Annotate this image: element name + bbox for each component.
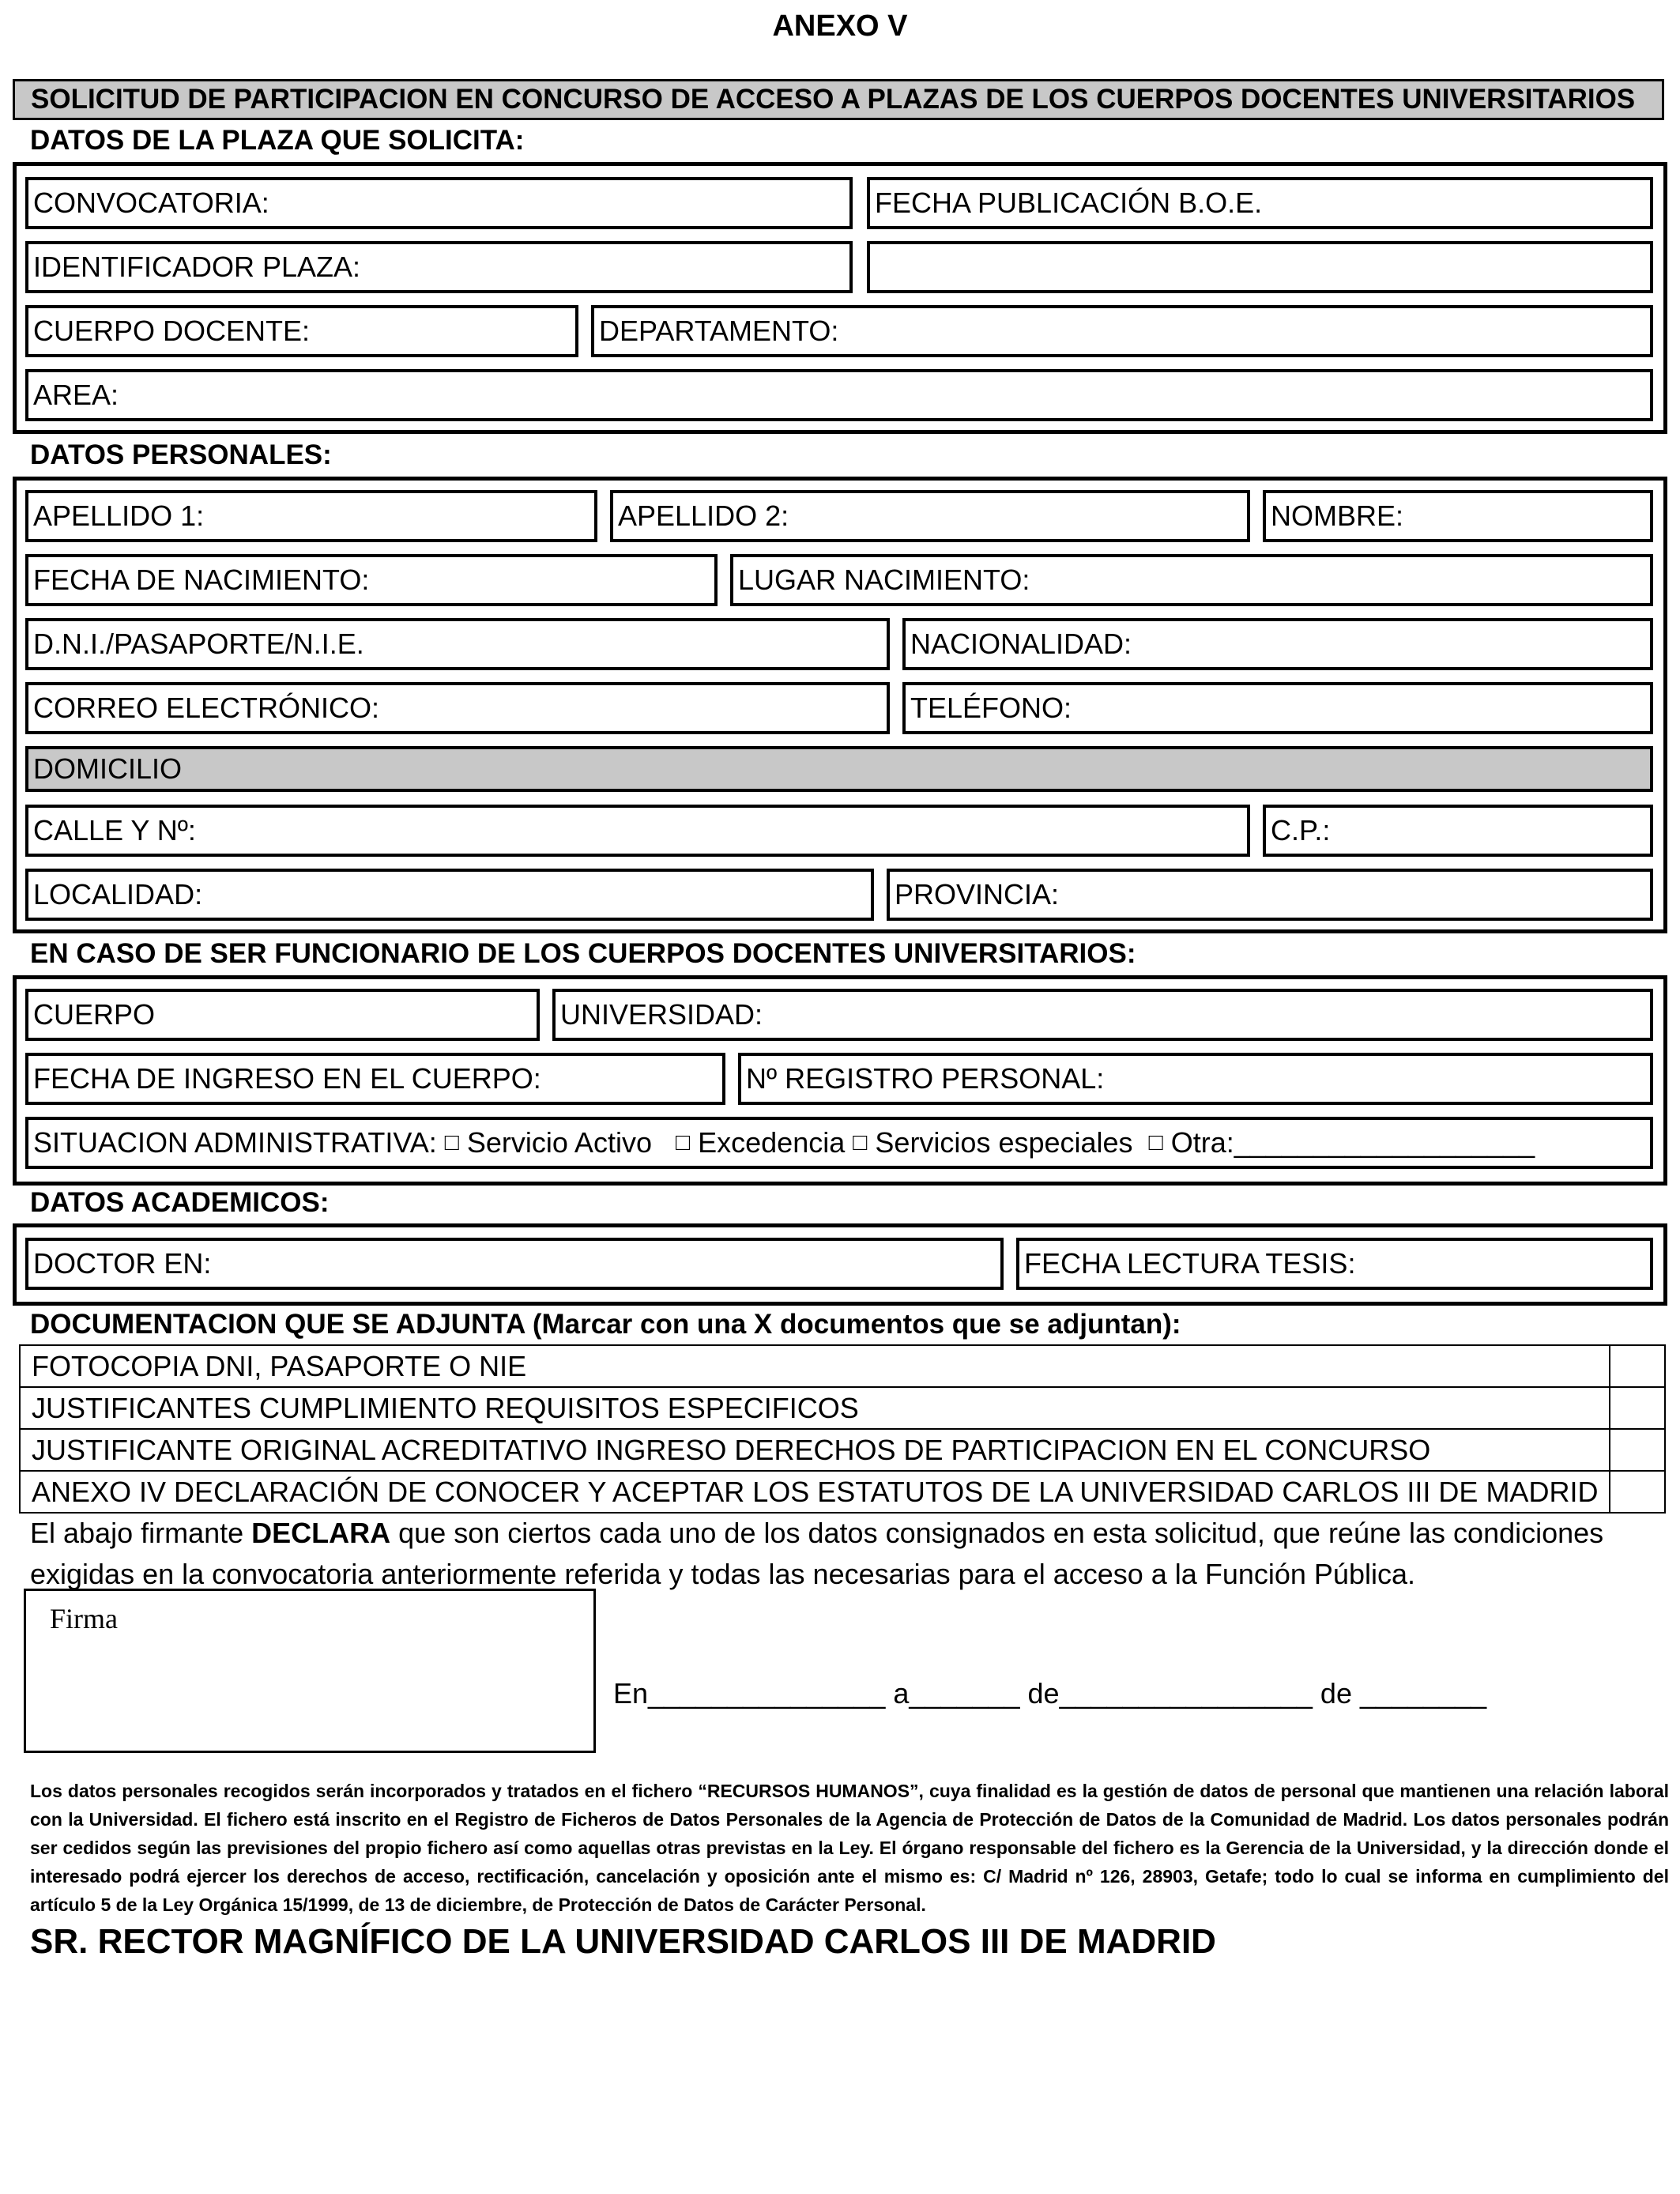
table-row: [20, 1429, 1665, 1471]
apellido1-field[interactable]: APELLIDO 1:: [25, 490, 597, 542]
option-excedencia: Excedencia: [698, 1126, 846, 1159]
fecha-boe-field[interactable]: FECHA PUBLICACIÓN B.O.E.: [867, 177, 1653, 229]
doctor-en-field[interactable]: DOCTOR EN:: [25, 1238, 1004, 1290]
cuerpo-field[interactable]: CUERPO: [25, 989, 540, 1041]
provincia-field[interactable]: PROVINCIA:: [887, 869, 1653, 921]
convocatoria-field[interactable]: CONVOCATORIA:: [25, 177, 853, 229]
page-title: ANEXO V: [772, 9, 908, 43]
firma-label: Firma: [50, 1603, 118, 1634]
cuerpo-docente-field[interactable]: CUERPO DOCENTE:: [25, 305, 578, 357]
universidad-field[interactable]: UNIVERSIDAD:: [552, 989, 1653, 1041]
documentacion-heading: DOCUMENTACION QUE SE ADJUNTA (Marcar con una X documentos que se adjuntan):: [30, 1309, 1181, 1340]
addressee: SR. RECTOR MAGNÍFICO DE LA UNIVERSIDAD CARLOS III DE MADRID: [30, 1922, 1216, 1961]
option-servicio-activo: Servicio Activo: [466, 1126, 652, 1159]
nacionalidad-field[interactable]: NACIONALIDAD:: [902, 618, 1653, 670]
option-servicios-especiales: Servicios especiales: [875, 1126, 1133, 1159]
telefono-field[interactable]: TELÉFONO:: [902, 682, 1653, 734]
firma-box[interactable]: [24, 1589, 596, 1753]
blank-field[interactable]: [867, 241, 1653, 293]
registro-personal-field[interactable]: Nº REGISTRO PERSONAL:: [738, 1053, 1653, 1105]
situacion-administrativa-row: [25, 1117, 1653, 1169]
declaracion-suffix: que son ciertos cada uno de los datos consignados en esta solicitud, que reúne las condiciones exigidas en la convocatoria anteriormente referida y todas las necesarias para el acceso a la Función Pública.: [30, 1517, 1604, 1590]
academicos-heading: DATOS ACADEMICOS:: [30, 1187, 330, 1218]
declaracion-prefix: El abajo firmante: [30, 1517, 252, 1549]
plaza-heading: DATOS DE LA PLAZA QUE SOLICITA:: [30, 125, 525, 156]
lugar-nacimiento-field[interactable]: LUGAR NACIMIENTO:: [730, 554, 1653, 606]
domicilio-header: DOMICILIO: [25, 746, 1653, 792]
apellido2-field[interactable]: APELLIDO 2:: [610, 490, 1250, 542]
checkbox-otra[interactable]: □: [1148, 1129, 1163, 1155]
table-row: [20, 1387, 1665, 1429]
doc-checkbox[interactable]: [1610, 1345, 1665, 1387]
localidad-field[interactable]: LOCALIDAD:: [25, 869, 874, 921]
cp-field[interactable]: C.P.:: [1263, 805, 1653, 857]
checkbox-excedencia[interactable]: □: [675, 1129, 691, 1155]
fecha-lugar-line[interactable]: En_______________ a_______ de________________ de ________: [613, 1677, 1487, 1710]
doc-item-label: FOTOCOPIA DNI, PASAPORTE O NIE: [20, 1345, 1610, 1387]
checkbox-servicios-especiales[interactable]: □: [853, 1129, 868, 1155]
doc-item-label: ANEXO IV DECLARACIÓN DE CONOCER Y ACEPTAR LOS ESTATUTOS DE LA UNIVERSIDAD CARLOS III DE MADRID: [20, 1471, 1610, 1513]
doc-checkbox[interactable]: [1610, 1471, 1665, 1513]
documentacion-table: [19, 1344, 1666, 1514]
table-row: [20, 1471, 1665, 1513]
doc-checkbox[interactable]: [1610, 1387, 1665, 1429]
calle-field[interactable]: CALLE Y Nº:: [25, 805, 1250, 857]
nombre-field[interactable]: NOMBRE:: [1263, 490, 1653, 542]
legal-notice: Los datos personales recogidos serán incorporados y tratados en el fichero “RECURSOS HUMANOS”, cuya finalidad es la gestión de datos de personal que mantienen una relación laboral con la Universidad. El fichero está inscrito en el Registro de Ficheros de Datos Personales de la Agencia de Protección de Datos de la Comunidad de Madrid. Los datos personales podrán ser cedidos según las previsiones del propio fichero así como aquellas otras previstas en la Ley. El órgano responsable del fichero es la Gerencia de la Universidad, y la dirección donde el interesado podrá ejercer los derechos de acceso, rectificación, cancelación y oposición ante el mismo es: C/ Madrid nº 126, 28903, Getafe; todo lo cual se informa en cumplimiento del artículo 5 de la Ley Orgánica 15/1999, de 13 de diciembre, de Protección de Datos de Carácter Personal.: [30, 1781, 1669, 1915]
dni-field[interactable]: D.N.I./PASAPORTE/N.I.E.: [25, 618, 890, 670]
funcionario-heading: EN CASO DE SER FUNCIONARIO DE LOS CUERPOS DOCENTES UNIVERSITARIOS:: [30, 938, 1136, 969]
declaracion-bold: DECLARA: [251, 1517, 391, 1549]
form-banner: SOLICITUD DE PARTICIPACION EN CONCURSO DE ACCESO A PLAZAS DE LOS CUERPOS DOCENTES UNIVERSITARIOS: [13, 79, 1664, 120]
fecha-tesis-field[interactable]: FECHA LECTURA TESIS:: [1016, 1238, 1653, 1290]
fecha-ingreso-field[interactable]: FECHA DE INGRESO EN EL CUERPO:: [25, 1053, 725, 1105]
identificador-plaza-field[interactable]: IDENTIFICADOR PLAZA:: [25, 241, 853, 293]
fecha-nacimiento-field[interactable]: FECHA DE NACIMIENTO:: [25, 554, 718, 606]
doc-checkbox[interactable]: [1610, 1429, 1665, 1471]
situacion-label: SITUACION ADMINISTRATIVA:: [33, 1126, 437, 1159]
area-field[interactable]: AREA:: [25, 369, 1653, 421]
declaracion-text: [30, 1513, 1669, 1595]
option-otra[interactable]: Otra:___________________: [1170, 1126, 1535, 1159]
personales-heading: DATOS PERSONALES:: [30, 439, 332, 470]
departamento-field[interactable]: DEPARTAMENTO:: [591, 305, 1653, 357]
doc-item-label: JUSTIFICANTE ORIGINAL ACREDITATIVO INGRESO DERECHOS DE PARTICIPACION EN EL CONCURSO: [20, 1429, 1610, 1471]
checkbox-servicio-activo[interactable]: □: [444, 1129, 459, 1155]
table-row: [20, 1345, 1665, 1387]
correo-field[interactable]: CORREO ELECTRÓNICO:: [25, 682, 890, 734]
doc-item-label: JUSTIFICANTES CUMPLIMIENTO REQUISITOS ESPECIFICOS: [20, 1387, 1610, 1429]
